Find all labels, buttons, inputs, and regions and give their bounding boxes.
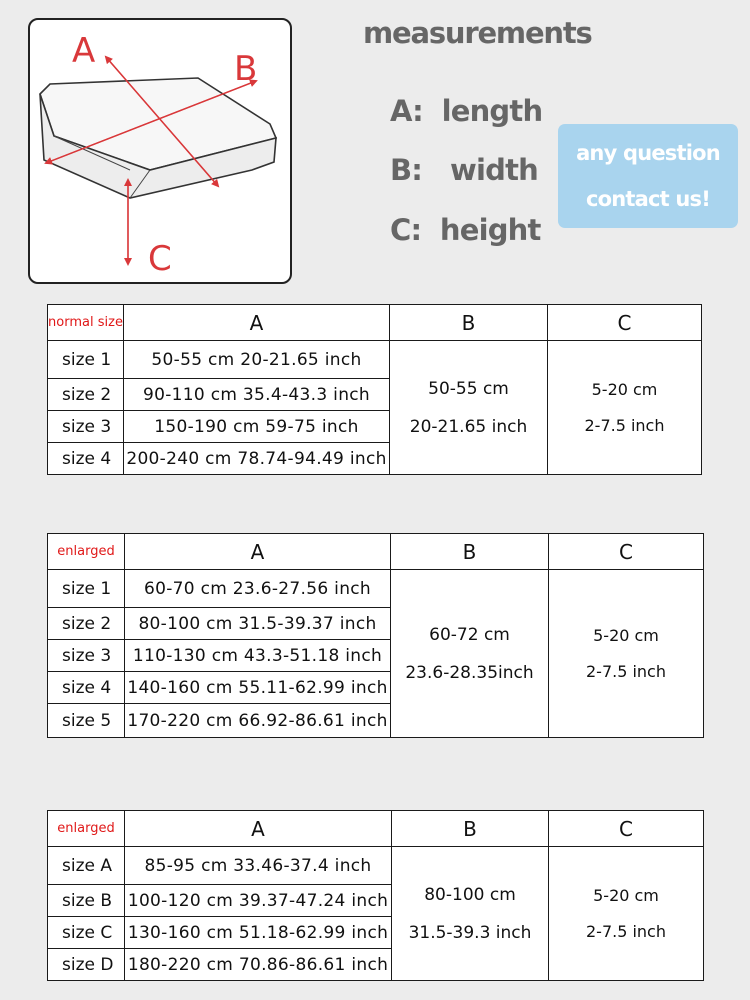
height-inch: 2-7.5 inch — [584, 415, 665, 435]
size-label: size 5 — [48, 704, 125, 738]
contact-line-2: contact us! — [585, 187, 711, 211]
length-value: 200-240 cm 78.74-94.49 inch — [124, 443, 390, 475]
size-table-enlarged-2 — [47, 810, 704, 981]
size-label: size D — [48, 949, 125, 981]
diagram-label-a: A — [72, 31, 96, 71]
width-inch: 20-21.65 inch — [409, 416, 528, 437]
cushion-diagram — [28, 18, 292, 284]
width-cm: 50-55 cm — [428, 378, 509, 399]
height-cm: 5-20 cm — [593, 885, 659, 905]
size-label: size 2 — [48, 608, 125, 640]
height-cm: 5-20 cm — [591, 379, 658, 399]
length-value: 80-100 cm 31.5-39.37 inch — [125, 608, 391, 640]
size-label: size 4 — [48, 443, 124, 475]
column-header-c: C — [549, 811, 704, 847]
legend-height: C: height — [390, 213, 541, 247]
height-range-cell — [548, 341, 702, 475]
size-label: size A — [48, 847, 125, 885]
size-label: size 4 — [48, 672, 125, 704]
length-value: 100-120 cm 39.37-47.24 inch — [125, 885, 392, 917]
length-value: 150-190 cm 59-75 inch — [124, 411, 390, 443]
measurements-title: measurements — [363, 16, 592, 50]
size-label: size 1 — [48, 341, 124, 379]
length-value: 180-220 cm 70.86-86.61 inch — [125, 949, 392, 981]
legend-width: B: width — [390, 153, 538, 187]
size-label: size 3 — [48, 411, 124, 443]
contact-us-badge[interactable] — [558, 124, 738, 228]
height-inch: 2-7.5 inch — [585, 661, 666, 681]
category-label: enlarged — [48, 811, 125, 847]
size-table-normal — [47, 304, 702, 475]
column-header-c: C — [548, 305, 702, 341]
width-cm: 80-100 cm — [424, 884, 516, 905]
width-inch: 31.5-39.3 inch — [408, 922, 532, 943]
width-inch: 23.6-28.35inch — [405, 662, 534, 683]
size-label: size 3 — [48, 640, 125, 672]
length-value: 60-70 cm 23.6-27.56 inch — [125, 570, 391, 608]
length-value: 90-110 cm 35.4-43.3 inch — [124, 379, 390, 411]
length-value: 130-160 cm 51.18-62.99 inch — [125, 917, 392, 949]
size-label: size 1 — [48, 570, 125, 608]
contact-line-1: any question — [576, 141, 720, 165]
height-range-cell — [549, 570, 704, 738]
cushion-illustration — [30, 20, 290, 282]
width-range-cell — [391, 570, 549, 738]
width-cm: 60-72 cm — [429, 624, 510, 645]
column-header-a: A — [125, 811, 392, 847]
size-label: size C — [48, 917, 125, 949]
length-value: 50-55 cm 20-21.65 inch — [124, 341, 390, 379]
category-label: normal size — [48, 305, 124, 341]
size-label: size 2 — [48, 379, 124, 411]
size-label: size B — [48, 885, 125, 917]
width-range-cell — [392, 847, 549, 981]
column-header-a: A — [124, 305, 390, 341]
length-value: 170-220 cm 66.92-86.61 inch — [125, 704, 391, 738]
column-header-b: B — [392, 811, 549, 847]
length-value: 110-130 cm 43.3-51.18 inch — [125, 640, 391, 672]
category-label: enlarged — [48, 534, 125, 570]
diagram-label-c: C — [148, 239, 172, 279]
legend-length: A: length — [390, 94, 543, 128]
column-header-c: C — [549, 534, 704, 570]
length-value: 140-160 cm 55.11-62.99 inch — [125, 672, 391, 704]
column-header-b: B — [391, 534, 549, 570]
column-header-b: B — [390, 305, 548, 341]
height-range-cell — [549, 847, 704, 981]
length-value: 85-95 cm 33.46-37.4 inch — [125, 847, 392, 885]
column-header-a: A — [125, 534, 391, 570]
size-table-enlarged-1 — [47, 533, 704, 738]
diagram-label-b: B — [234, 49, 258, 89]
height-inch: 2-7.5 inch — [585, 921, 666, 941]
height-cm: 5-20 cm — [593, 625, 659, 645]
width-range-cell — [390, 341, 548, 475]
